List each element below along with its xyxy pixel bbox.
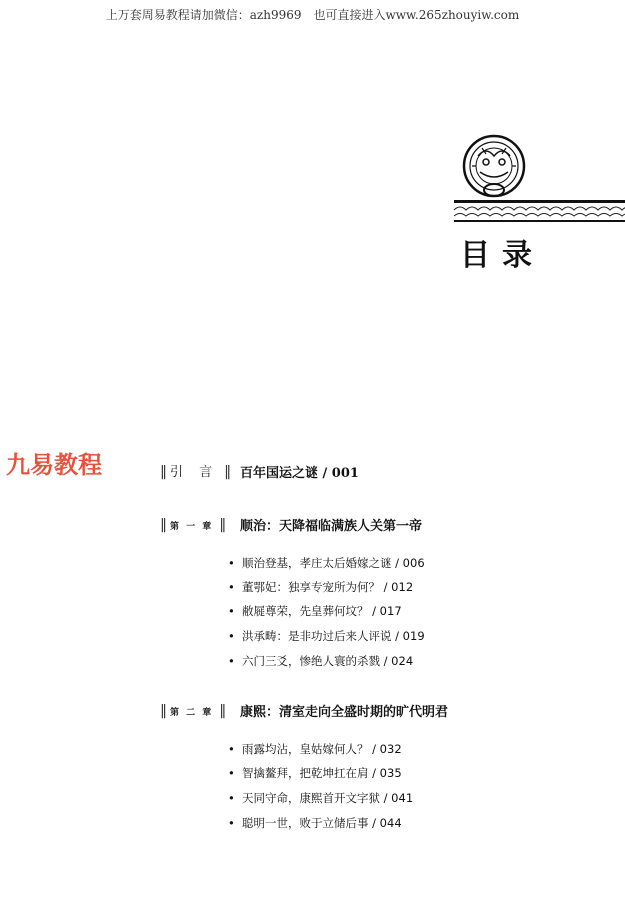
bullet: • (228, 654, 235, 668)
toc-entry-text: 智擒鳌拜，把乾坤扛在肩 / 035 (242, 766, 402, 780)
bullet: • (228, 556, 235, 570)
bullet: • (228, 742, 235, 756)
bullet: • (228, 766, 235, 780)
chapter-label-text: 第 二 章 (170, 708, 214, 718)
bullet: • (228, 816, 235, 830)
toc-entry-text: 董鄂妃：独享专宠所为何？ / 012 (242, 580, 414, 594)
door-knocker-ornament (452, 128, 625, 233)
bullet: • (228, 629, 235, 643)
label-bar-left: ‖ (160, 464, 164, 480)
toc-entry (228, 653, 413, 669)
page-header: 上万套周易教程请加微信：azh9969 也可直接进入www.265zhouyiw.com (105, 8, 520, 22)
toc-entry (228, 815, 402, 831)
toc-entry (228, 628, 425, 644)
label-bar-left: ‖ (160, 517, 164, 533)
bullet: • (228, 604, 235, 618)
toc-entry (228, 603, 402, 619)
chapter-title: 顺治：天降福临满族人关第一帝 (240, 519, 423, 534)
toc-entry (228, 555, 425, 571)
toc-entry (228, 579, 413, 595)
intro-label-text: 引 言 (170, 465, 219, 480)
bullet: • (228, 791, 235, 805)
toc-entry-text: 聪明一世，败于立储后事 / 044 (242, 816, 402, 830)
toc-entry (228, 790, 413, 806)
intro-label (160, 461, 228, 480)
chapter-label (160, 514, 223, 533)
label-bar-right: ‖ (219, 517, 224, 533)
toc-entry (228, 765, 402, 781)
toc-entry-text: 洪承畴：是非功过后来人评说 / 019 (242, 629, 425, 643)
chapter-label (160, 700, 223, 719)
label-bar-left: ‖ (160, 703, 164, 719)
toc-entry-text: 天同守命，康熙首开文字狱 / 041 (242, 791, 414, 805)
toc-entry-text: 敝屣尊荣，先皇葬何坟？ / 017 (242, 604, 402, 618)
toc-entry-text: 雨露均沾，皇姑嫁何人？ / 032 (242, 742, 402, 756)
toc-entry (228, 741, 402, 757)
watermark-text: 九易教程 (6, 451, 102, 479)
chapter-label-text: 第 一 章 (170, 522, 214, 532)
toc-entry-text: 顺治登基，孝庄太后婚嫁之谜 / 006 (242, 556, 425, 570)
page-title: 目录 (460, 238, 544, 273)
label-bar-right: ‖ (219, 703, 224, 719)
label-bar-right: ‖ (224, 464, 229, 480)
bullet: • (228, 580, 235, 594)
intro-title: 百年国运之谜 / 001 (240, 466, 359, 481)
toc-entry-text: 六门三爻，惨绝人寰的杀戮 / 024 (242, 654, 414, 668)
chapter-title: 康熙：清室走向全盛时期的旷代明君 (240, 705, 449, 720)
